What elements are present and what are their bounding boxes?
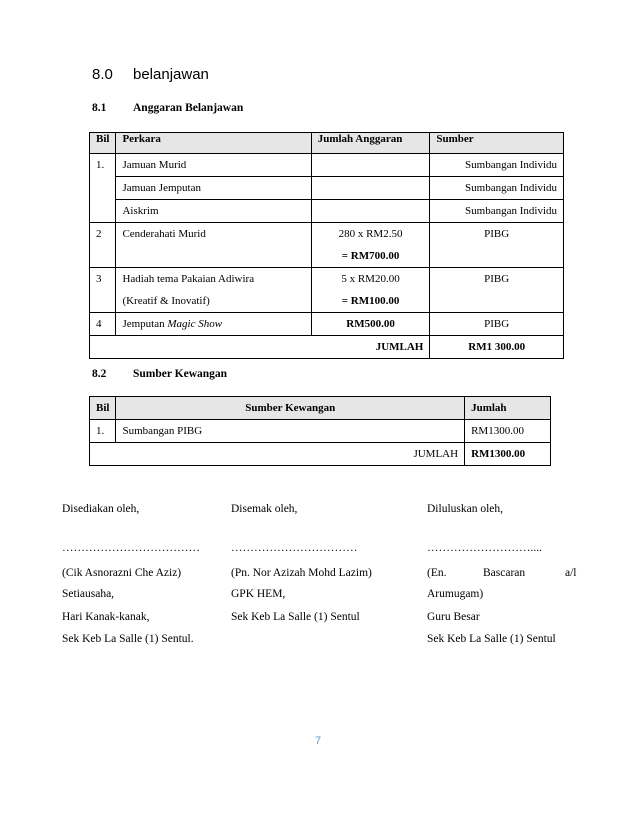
cell-jumlah — [311, 223, 430, 268]
cell-sumber: PIBG — [430, 313, 564, 336]
table-header-row — [90, 397, 551, 420]
perkara-line: Hadiah tema Pakaian Adiwira — [122, 273, 255, 285]
budget-number: 8.1 — [92, 102, 107, 114]
cell-bil: 1. — [90, 154, 116, 223]
signatory-school: Sek Keb La Salle (1) Sentul — [231, 611, 360, 623]
header-jumlah: Jumlah Anggaran — [311, 133, 430, 154]
funding-number: 8.2 — [92, 368, 107, 380]
cell-jumlah — [311, 154, 430, 177]
cell-perkara — [116, 313, 311, 336]
cell-jumlah — [311, 177, 430, 200]
table-row — [90, 177, 564, 200]
cell-sumber: PIBG — [430, 268, 564, 313]
funding-title: Sumber Kewangan — [133, 368, 228, 380]
funding-table — [89, 396, 551, 466]
total-label: JUMLAH — [90, 336, 430, 359]
header-sumber: Sumber Kewangan — [116, 397, 465, 420]
budget-table — [89, 132, 564, 359]
signatory-title: Guru Besar — [427, 611, 480, 623]
signatory-title: GPK HEM, — [231, 588, 286, 600]
total-label: JUMLAH — [90, 443, 465, 466]
signatory-name: (Cik Asnorazni Che Aziz) — [62, 567, 182, 579]
cell-perkara: Jamuan Murid — [116, 154, 311, 177]
cell-sumber: Sumbangan PIBG — [116, 420, 465, 443]
table-row — [90, 268, 564, 313]
section-title: belanjawan — [133, 66, 209, 83]
checked-by-label: Disemak oleh, — [231, 503, 298, 515]
prepared-by-label: Disediakan oleh, — [62, 503, 140, 515]
cell-sumber: Sumbangan Individu — [430, 200, 564, 223]
jumlah-total: = RM700.00 — [341, 250, 400, 262]
cell-perkara — [116, 268, 311, 313]
section-number: 8.0 — [92, 66, 113, 83]
cell-jumlah — [311, 268, 430, 313]
jumlah-line: 5 x RM20.00 — [341, 273, 400, 285]
cell-sumber: Sumbangan Individu — [430, 154, 564, 177]
signatory-school: Sek Keb La Salle (1) Sentul — [427, 633, 556, 645]
signatory-name-cont: Arumugam) — [427, 588, 484, 600]
jumlah-line: 280 x RM2.50 — [338, 228, 403, 240]
perkara-italic: Magic Show — [167, 318, 223, 330]
cell-bil: 4 — [90, 313, 116, 336]
table-row — [90, 313, 564, 336]
signatory-name-part: Bascaran — [483, 567, 526, 579]
header-jumlah: Jumlah — [465, 397, 551, 420]
cell-sumber: Sumbangan Individu — [430, 177, 564, 200]
header-bil: Bil — [90, 133, 116, 154]
table-row — [90, 200, 564, 223]
total-value: RM1300.00 — [465, 443, 551, 466]
signature-dots: ……………………….... — [427, 542, 542, 554]
table-row — [90, 223, 564, 268]
cell-jumlah: RM1300.00 — [465, 420, 551, 443]
signatory-name-part: a/l — [565, 567, 577, 579]
approved-by-label: Diluluskan oleh, — [427, 503, 504, 515]
table-row — [90, 154, 564, 177]
table-header-row — [90, 133, 564, 154]
header-sumber: Sumber — [430, 133, 564, 154]
header-bil: Bil — [90, 397, 116, 420]
cell-perkara: Aiskrim — [116, 200, 311, 223]
perkara-plain: Jemputan — [122, 318, 168, 330]
cell-jumlah — [311, 200, 430, 223]
table-row — [90, 420, 551, 443]
header-perkara: Perkara — [116, 133, 311, 154]
signature-dots: ……………………………… — [62, 542, 200, 554]
cell-sumber: PIBG — [430, 223, 564, 268]
signatory-school: Sek Keb La Salle (1) Sentul. — [62, 633, 194, 645]
page-number: 7 — [315, 735, 322, 747]
table-total-row — [90, 443, 551, 466]
signatory-name: (Pn. Nor Azizah Mohd Lazim) — [231, 567, 372, 579]
cell-jumlah: RM500.00 — [311, 313, 430, 336]
signatory-unit: Hari Kanak-kanak, — [62, 611, 150, 623]
total-value: RM1 300.00 — [430, 336, 564, 359]
table-total-row — [90, 336, 564, 359]
budget-title: Anggaran Belanjawan — [133, 102, 244, 114]
signature-dots: …………………………… — [231, 542, 358, 554]
signatory-name-part: (En. — [427, 567, 447, 579]
perkara-line: (Kreatif & Inovatif) — [122, 295, 210, 307]
cell-perkara: Cenderahati Murid — [116, 223, 311, 268]
cell-bil: 2 — [90, 223, 116, 268]
cell-bil: 3 — [90, 268, 116, 313]
jumlah-total: = RM100.00 — [341, 295, 400, 307]
cell-bil: 1. — [90, 420, 116, 443]
cell-perkara: Jamuan Jemputan — [116, 177, 311, 200]
signatory-title: Setiausaha, — [62, 588, 115, 600]
